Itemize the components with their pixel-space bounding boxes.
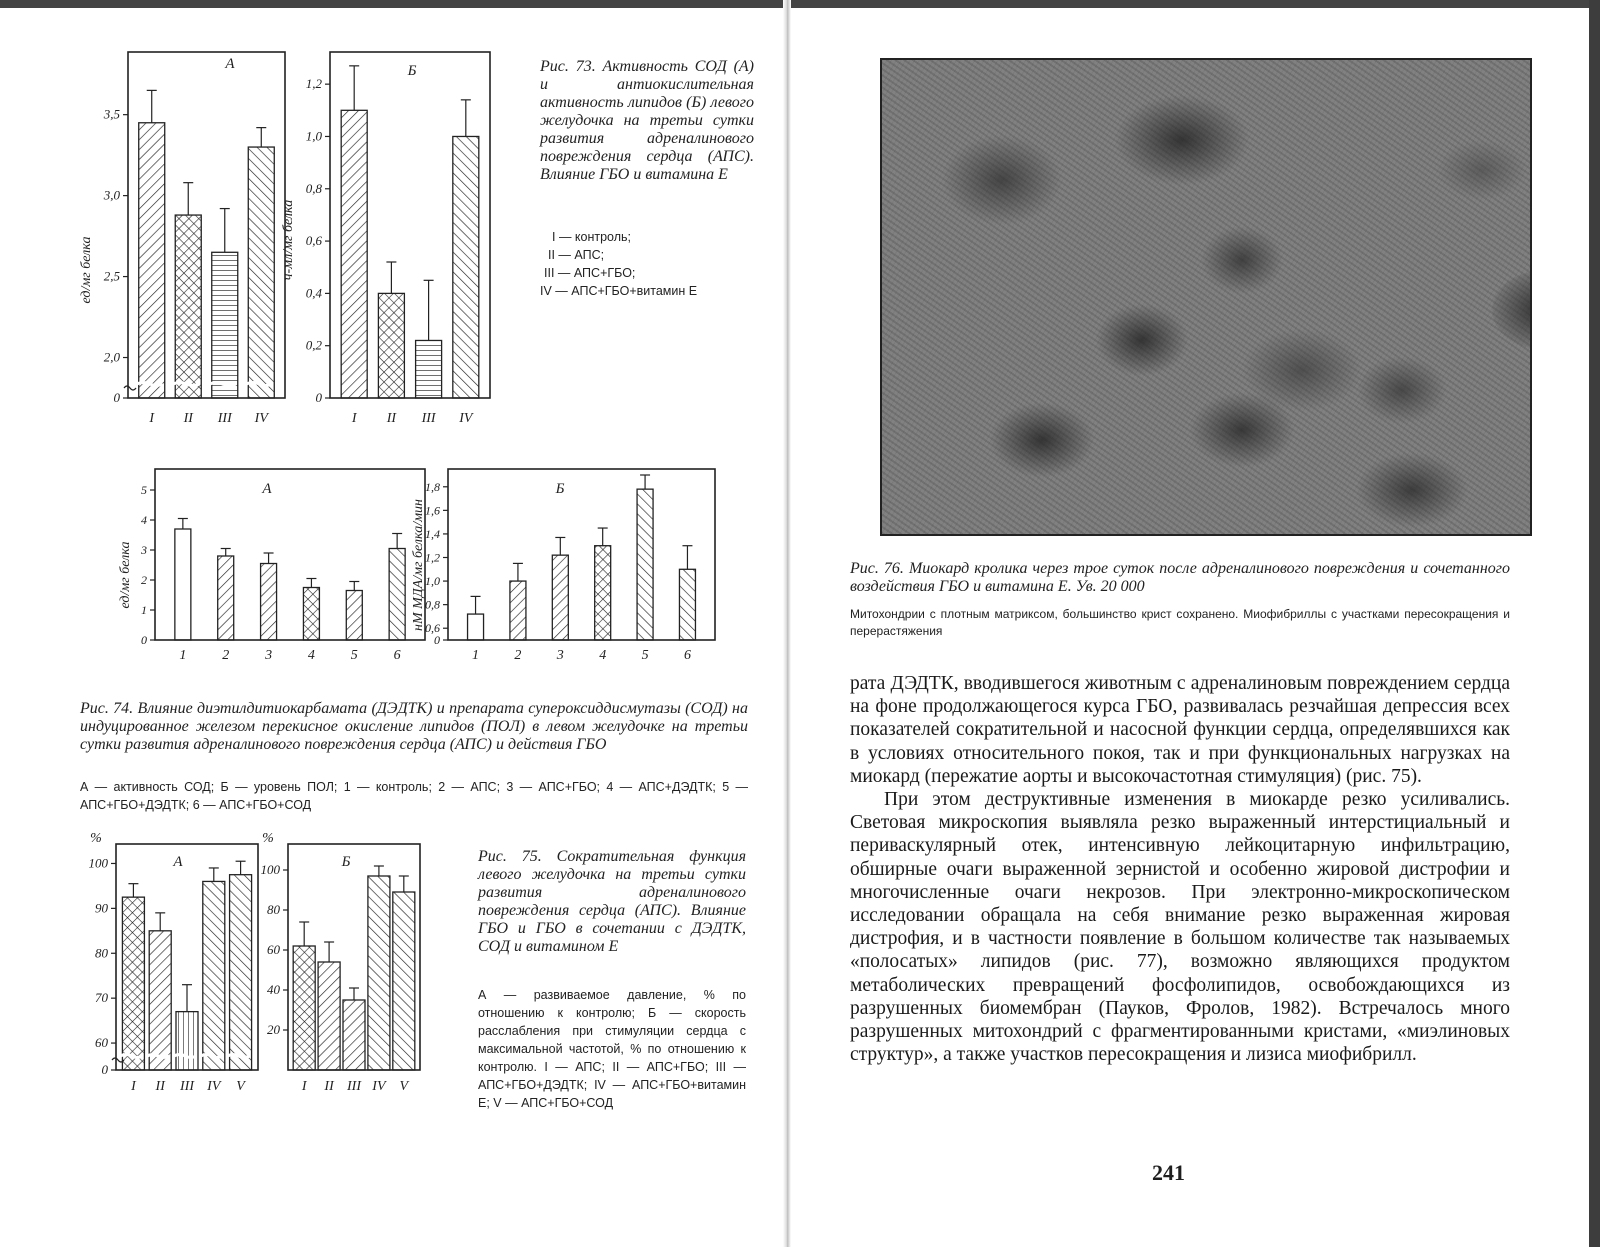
plot-frame <box>448 469 715 640</box>
category-label: IV <box>207 1079 221 1094</box>
bar <box>341 110 367 398</box>
category-label: III <box>347 1079 361 1094</box>
book-spine-shadow <box>783 0 791 1247</box>
y-tick-label: 20 <box>267 1022 280 1037</box>
category-label: V <box>236 1079 245 1094</box>
bar <box>122 897 144 1070</box>
bar <box>230 875 252 1070</box>
category-label: 1 <box>472 648 480 663</box>
y-tick-label: 0,6 <box>425 621 440 636</box>
fig73-caption-text: Рис. 73. Активность СОД (А) и антиокислительная активность липидов (Б) левого желудочка на третьи сутки развития адреналинового повреждения сердца (АПС). Влияние ГБО и витамина Е <box>540 58 754 183</box>
fig73-legend-item: IV — АПС+ГБО+витамин Е <box>540 284 698 298</box>
fig75-legend <box>478 986 746 1112</box>
bar <box>552 555 568 640</box>
y-tick-label: 1 <box>141 603 147 617</box>
y-tick-label: 0 <box>113 390 120 405</box>
y-tick-label: 0,4 <box>305 285 322 301</box>
fig73-legend-item: I — контроль; <box>552 230 632 244</box>
category-label: 6 <box>393 648 401 663</box>
y-tick-label: 1,2 <box>305 76 322 92</box>
y-tick-label: 0,2 <box>305 337 322 353</box>
bar <box>212 252 238 398</box>
bar <box>203 881 225 1070</box>
category-label: II <box>324 1079 334 1094</box>
category-label: IV <box>459 411 473 426</box>
panel-title: А <box>225 56 235 72</box>
fig75-chart-b <box>250 831 470 1103</box>
bar <box>175 529 191 640</box>
page-number: 241 <box>1152 1160 1185 1185</box>
bar <box>453 136 479 398</box>
fig73-caption <box>540 58 754 184</box>
y-axis-label: ч-мл/мг белка <box>281 199 296 281</box>
bar <box>510 581 526 640</box>
category-label: I <box>351 411 357 426</box>
body-paragraph: При этом деструктивные изменения в миокарде резко усиливались. Световая микроскопия выявляла резко выраженный интерстициальный и периваскулярный отек, интенсивную лейкоцитарную инфильтрацию, обширные очаги выраженной зернистой и особенно жировой дистрофии и многочисленные очаги некрозов. При электронно-микроскопическом исследовании обращала на себя внимание резко выраженная жировая дистрофия, и в частности появление в большом количестве так называемых «полосатых» липидов (рис. 77), возможно являющихся продуктом метаболических превращений фосфолипидов, освобождающихся из разрушенных биомембран (Пауков, Фролов, 1982). Встречалось много разрушенных митохондрий с фрагментированными кристами, «миэлиновых структур», а также участков пересокращения и лизиса миофибрилл. <box>850 789 1510 1066</box>
fig74-chart-b <box>400 465 730 665</box>
y-tick-label: 100 <box>260 862 280 877</box>
y-tick-label: 0 <box>141 633 147 647</box>
category-label: II <box>155 1079 165 1094</box>
y-tick-label: 3,0 <box>103 187 120 203</box>
y-tick-label: 1,6 <box>425 503 440 518</box>
y-axis-unit: % <box>90 831 102 846</box>
y-tick-label: 1,0 <box>305 128 322 144</box>
y-tick-label: 5 <box>141 483 147 497</box>
y-tick-label: 0 <box>315 390 322 405</box>
bar <box>378 293 404 398</box>
category-label: IV <box>372 1079 386 1094</box>
y-tick-label: 0,6 <box>305 233 322 249</box>
bar <box>175 215 201 398</box>
y-tick-label: 2 <box>141 573 147 587</box>
category-label: IV <box>254 411 268 426</box>
bar <box>303 588 319 641</box>
y-axis-label: ед/мг белка <box>79 236 94 304</box>
body-paragraph: рата ДЭДТК, вводившегося животным с адреналиновым повреждением сердца на фоне продолжающегося курса ГБО, развивалась резчайшая депрессия всех показателей сократительной и насосной функции сердца, определявшихся как в условиях относительного покоя, так и при функциональных нагрузках на миокард (пережатие аорты и высокочастотная стимуляция) (рис. 75). <box>850 673 1510 787</box>
fig73-chart-b <box>281 40 530 440</box>
fig74-caption <box>80 700 748 754</box>
bar <box>218 556 234 640</box>
y-tick-label: 4 <box>141 513 147 527</box>
category-label: I <box>131 1079 136 1094</box>
category-label: III <box>180 1079 194 1094</box>
y-tick-label: 0 <box>101 1062 108 1077</box>
bar <box>393 892 415 1070</box>
fig76-caption: Рис. 76. Миокард кролика через трое суток после адреналинового повреждения и сочетанного воздействия ГБО и витамина Е. Ув. 20 000 <box>850 560 1510 595</box>
y-tick-label: 80 <box>95 945 108 961</box>
fig73-legend <box>540 228 754 300</box>
fig75-caption-text: Рис. 75. Сократительная функция левого желудочка на третьи сутки развития адреналинового повреждения сердца (АПС). Влияние ГБО и ГБО в сочетании с ДЭДТК, СОД и витамином Е <box>478 848 746 955</box>
category-label: 5 <box>350 648 358 663</box>
bar <box>679 569 695 640</box>
y-tick-label: 2,5 <box>103 268 120 284</box>
scan-right-edge <box>1589 0 1600 1247</box>
category-label: 4 <box>599 648 607 663</box>
y-axis-label: нМ МДА/мг белка/мин <box>411 499 426 631</box>
category-label: II <box>386 411 397 426</box>
bar <box>468 614 484 640</box>
fig73-legend-item: II — АПС; <box>548 248 605 262</box>
bar <box>346 591 362 641</box>
bar <box>343 1000 365 1070</box>
bar <box>368 876 390 1070</box>
bar <box>248 147 274 398</box>
y-tick-label: 40 <box>267 982 280 997</box>
y-tick-label: 100 <box>88 855 108 871</box>
y-tick-label: 80 <box>267 902 280 917</box>
y-tick-label: 0 <box>434 633 440 647</box>
category-label: 2 <box>222 648 230 663</box>
y-tick-label: 1,2 <box>425 550 440 565</box>
category-label: V <box>399 1079 409 1094</box>
bar <box>176 1012 198 1070</box>
y-tick-label: 3,5 <box>103 106 120 122</box>
fig74-chart-a <box>105 465 435 665</box>
bar <box>416 340 442 398</box>
y-tick-label: 2,0 <box>103 349 120 365</box>
category-label: 3 <box>265 648 273 663</box>
fig74-legend <box>80 778 748 814</box>
category-label: 1 <box>179 648 187 663</box>
y-tick-label: 60 <box>267 942 280 957</box>
category-label: II <box>183 411 193 426</box>
bar <box>261 564 277 641</box>
plot-frame <box>155 469 425 640</box>
y-axis-label: ед/мг белка <box>118 541 133 609</box>
y-tick-label: 0,8 <box>425 597 440 612</box>
fig76-micrograph <box>880 58 1532 536</box>
y-tick-label: 90 <box>95 900 108 916</box>
body-text <box>850 672 1510 1066</box>
y-tick-label: 1,8 <box>425 479 440 494</box>
fig74-caption-text: Рис. 74. Влияние диэтилдитиокарбамата (ДЭДТК) и препарата супероксиддисмутазы (СОД) на индуцированное железом перекисное окисление липидов (ПОЛ) в левом желудочке на третьи сутки развития адреналинового повреждения сердца (АПС) и действия ГБО <box>80 700 748 753</box>
bar <box>139 123 165 398</box>
category-label: I <box>149 411 155 426</box>
category-label: 2 <box>514 648 522 663</box>
y-tick-label: 0,8 <box>305 180 322 196</box>
category-label: 6 <box>683 648 691 663</box>
category-label: I <box>301 1079 307 1094</box>
category-label: III <box>217 411 232 426</box>
y-tick-label: 60 <box>95 1035 108 1051</box>
category-label: III <box>421 411 436 426</box>
fig73-legend-item: III — АПС+ГБО; <box>544 266 636 280</box>
bar <box>149 931 171 1070</box>
fig75-caption <box>478 848 746 956</box>
y-tick-label: 1,4 <box>425 526 440 541</box>
y-tick-label: 3 <box>141 543 147 557</box>
bar <box>637 489 653 640</box>
panel-title: А <box>173 854 183 870</box>
panel-title: Б <box>341 854 351 870</box>
scan-top-edge <box>0 0 1600 8</box>
bar <box>293 946 315 1070</box>
y-axis-unit: % <box>262 831 274 846</box>
fig75-legend-text: А — развиваемое давление, % по отношению к контролю; Б — скорость расслабления при стимуляции сердца с максимальной частотой, % по отношению к контролю. I — АПС; II — АПС+ГБО; III — АПС+ГБО+ДЭДТК; IV — АПС+ГБО+витамин Е; V — АПС+ГБО+СОД <box>478 988 746 1110</box>
fig76-note: Митохондрии с плотным матриксом, большинство крист сохранено. Миофибриллы с участками пересокращения и перерастяжения <box>850 607 1510 638</box>
panel-title: Б <box>555 481 565 497</box>
axis-break-mark <box>124 386 136 390</box>
y-tick-label: 70 <box>95 990 108 1006</box>
fig74-legend-text: А — активность СОД; Б — уровень ПОЛ; 1 — контроль; 2 — АПС; 3 — АПС+ГБО; 4 — АПС+ДЭДТК; 5 — АПС+ГБО+ДЭДТК; 6 — АПС+ГБО+СОД <box>80 780 748 812</box>
category-label: 5 <box>641 648 649 663</box>
bar <box>318 962 340 1070</box>
category-label: 4 <box>307 648 315 663</box>
panel-title: А <box>262 481 272 497</box>
panel-title: Б <box>407 63 417 79</box>
y-tick-label: 1,0 <box>425 574 440 589</box>
category-label: 3 <box>556 648 564 663</box>
bar <box>595 546 611 640</box>
